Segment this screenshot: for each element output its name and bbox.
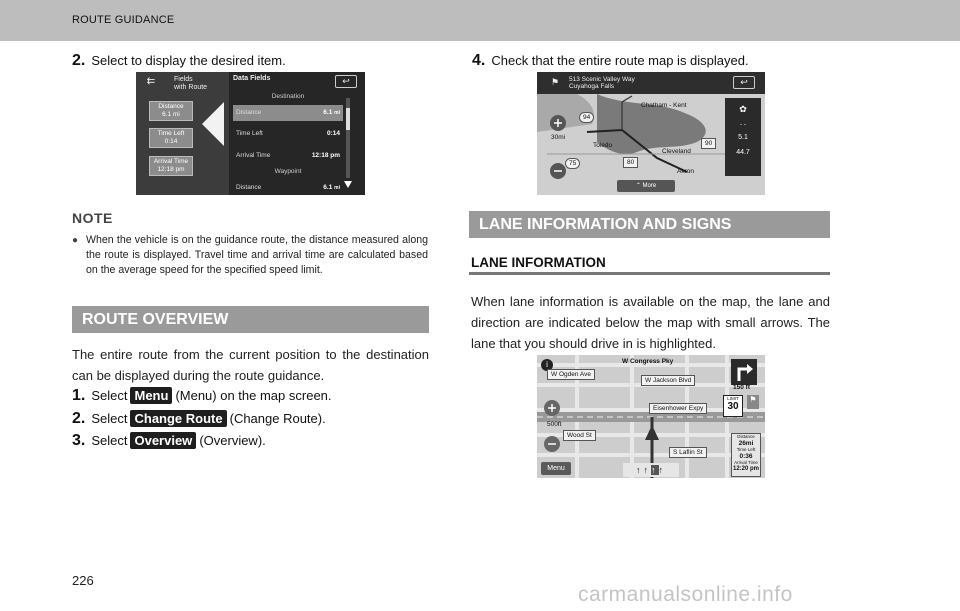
readout-panel: ✿ - - 5.1 44.7 [725,98,761,176]
map-address-bar: ⚑ 513 Scenic Valley Way Cuyahoga Falls ↩ [537,72,765,94]
chevron-up-icon: ⌃ [635,183,641,189]
route-overview-map: ⚑ 513 Scenic Valley Way Cuyahoga Falls ↩ Chatham - Kent Toledo Cleveland Akron 30mi 94 75 80 90 ✿ - - 5.1 44.7 ⌃ More [537,72,765,195]
return-button[interactable]: ↩ [335,75,357,88]
flag-icon: ⚑ [551,77,560,87]
row-distance[interactable]: Distance 6.1 mi [233,105,343,121]
watermark: carmanualsonline.info [578,583,793,606]
bullet-icon: ● [72,235,79,246]
zoom-out-icon[interactable] [543,435,561,453]
info-icon[interactable]: i [541,359,553,371]
more-button[interactable]: ⌃ More [617,180,675,192]
fields-with-route-panel: ⇇ Fields with Route Distance 6.1 mi Time Left 0:14 Arrival Time 12:18 pm [136,72,229,195]
zoom-in-icon[interactable] [543,399,561,417]
route-overview-heading: ROUTE OVERVIEW [72,306,429,333]
arrow-indicator-icon [194,94,229,154]
data-fields-panel: Data Fields ↩ Destination Distance 6.1 mi Time Left 0:14 Arrival Time 12:18 pm Waypoint Distance 6.1 mi [229,72,365,195]
note-title: NOTE [72,210,113,226]
lane-info-subheading: LANE INFORMATION [471,255,606,270]
overview-step-3: 3. Select Overview (Overview). [72,432,266,449]
menu-button[interactable]: Menu [541,462,571,475]
leaf-icon: ✿ [739,104,747,114]
lane-arrow-icon: ↑ [658,465,666,475]
note-body: ● When the vehicle is on the guidance route, the distance measured along the route is displayed. Travel time and arrival time are calculated based on the average speed for the specified speed limit. [72,234,428,276]
zoom-out-icon[interactable] [549,162,567,180]
lane-arrow-icon: ↑ [651,465,659,475]
trip-info-panel[interactable]: Distance 26mi Time Left 0:36 Arrival Time 12:20 pm [731,433,761,477]
turn-arrow-icon [731,359,757,385]
back-arrow-icon[interactable]: ⇇ [146,76,156,87]
overview-button-label: Overview [130,432,196,449]
data-fields-screenshot [136,72,365,195]
page-number: 226 [72,573,94,588]
overview-step-2: 2. Select Change Route (Change Route). [72,410,326,427]
lane-info-map: i W Congress Pky W Ogden Ave W Jackson Blvd Eisenhower Expy Wood St S Laflin St 500ft 150 ft LIMIT 30 ⚑ Distance 26mi Time Left 0:36 Arrival Time 12:20 pm Menu ↑↑↑↑ [537,355,765,478]
overview-step-1: 1. Select Menu (Menu) on the map screen. [72,387,332,404]
lane-info-signs-heading: LANE INFORMATION AND SIGNS [469,211,830,238]
lane-info-text: When lane information is available on the map, the lane and direction are indicated below the map with small arrows. The lane that you should drive in is highlighted. [471,294,830,351]
step-4: 4. Check that the entire route map is displayed. [472,52,749,69]
lane-arrow-icon: ↑ [643,465,651,475]
header-title: ROUTE GUIDANCE [72,14,175,26]
lane-arrow-icon: ↑ [636,465,644,475]
lane-arrows-bar [623,463,679,477]
sign-icon: ⚑ [747,395,759,409]
chip-time-left[interactable]: Time Left 0:14 [149,128,193,148]
menu-button-label: Menu [130,387,172,404]
route-overview-text: The entire route from the current position to the destination can be displayed during the route guidance. [72,347,429,383]
return-button[interactable]: ↩ [733,76,755,89]
row-time-left[interactable]: Time Left 0:14 [236,130,340,137]
zoom-in-icon[interactable] [549,114,567,132]
chip-arrival-time[interactable]: Arrival Time 12:18 pm [149,156,193,176]
change-route-button-label: Change Route [130,410,226,427]
step-2: 2. Select to display the desired item. [72,52,286,69]
row-arrival-time[interactable]: Arrival Time 12:18 pm [236,152,340,159]
page-header [0,0,960,41]
row-waypoint-distance[interactable]: Distance 6.1 mi [236,184,340,191]
chip-distance[interactable]: Distance 6.1 mi [149,101,193,121]
scroll-down-icon[interactable] [343,179,353,189]
speed-limit-sign: LIMIT 30 [723,395,743,417]
subheading-rule [469,272,830,275]
scrollbar[interactable] [346,98,350,178]
